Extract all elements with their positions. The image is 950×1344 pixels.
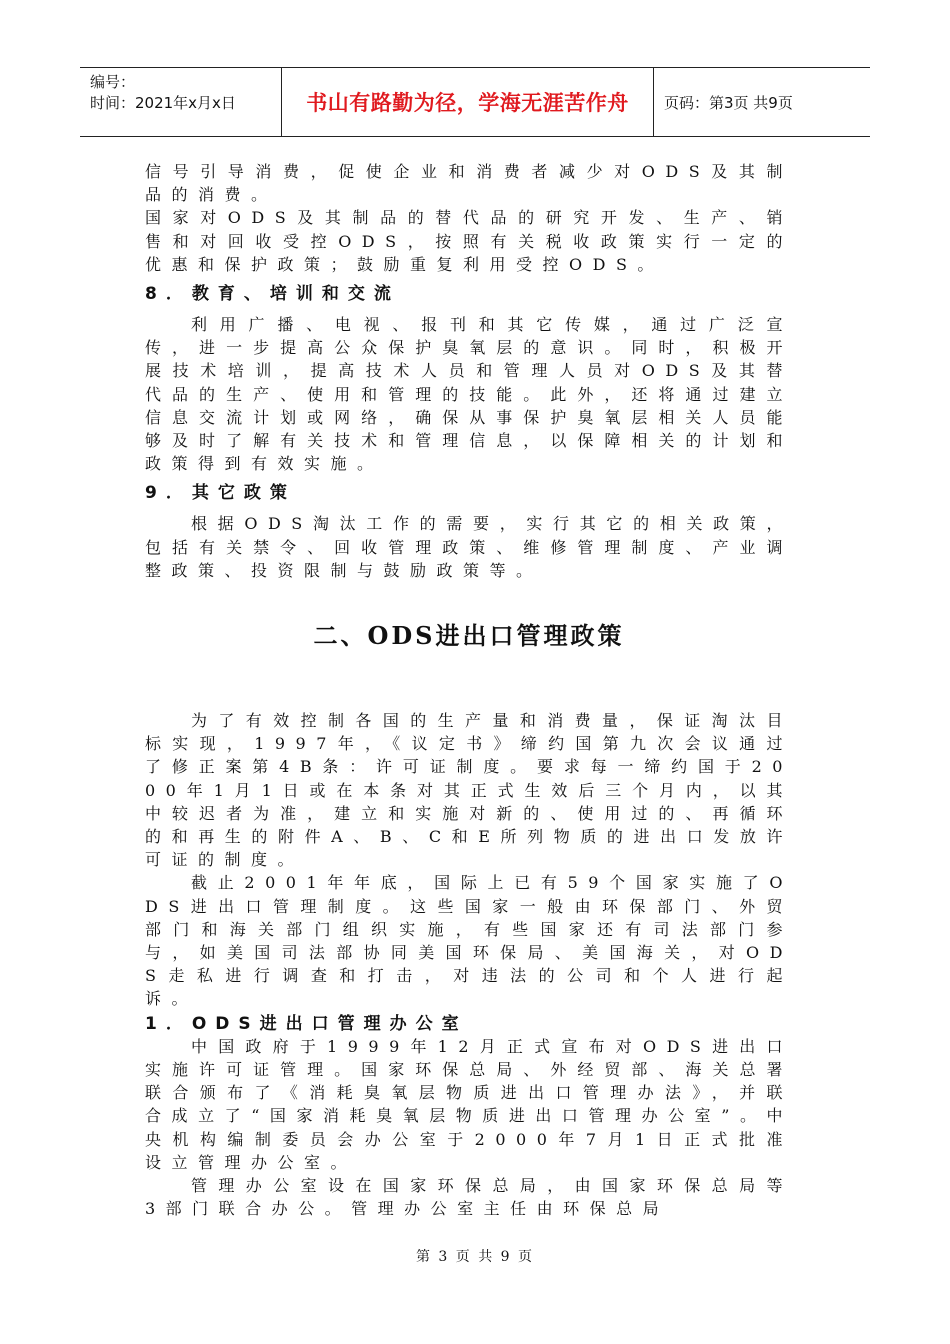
header-page-info: 页码：第3页 共9页: [664, 93, 793, 112]
document-header: [80, 67, 870, 137]
paragraph-substitutes: 国家对ODS及其制品的替代品的研究开发、生产、销售和对回收受控ODS，按照有关税收政策实行一定的优惠和保护政策；鼓励重复利用受控ODS。: [145, 208, 793, 274]
header-meta-cell: [80, 68, 282, 136]
paragraph-license-system: 为了有效控制各国的生产量和消费量，保证淘汰目标实现，1997年，《议定书》缔约国第九次会议通过了修正案第4B条：许可证制度。要求每一缔约国于2000年1月1日或在本条对其正式生效后三个月内，以其中较迟者为准，建立和实施对新的、使用过的、再循环的和再生的附件A、B、C和E所列物质的进出口发放许可证的制度。: [145, 711, 793, 870]
paragraph-china-license: 中国政府于1999年12月正式宣布对ODS进出口实施许可证管理。国家环保总局、外经贸部、海关总署联合颁布了《消耗臭氧层物质进出口管理办法》，并联合成立了“国家消耗臭氧层物质进出口管理办公室”。中央机构编制委员会办公室于2000年7月1日正式批准设立管理办公室。: [145, 1036, 793, 1172]
paragraph-education: 利用广播、电视、报刊和其它传媒，通过广泛宣传，进一步提高公众保护臭氧层的意识。同时，积极开展技术培训，提高技术人员和管理人员对ODS及其替代品的生产、使用和管理的技能。此外，还将通过建立信息交流计划或网络，确保从事保护臭氧层相关人员能够及时了解有关技术和管理信息，以保障相关的计划和政策得到有效实施。: [145, 315, 793, 474]
page-footer: 第 3 页 共 9 页: [415, 1249, 535, 1265]
section-heading-office: 1．ODS进出口管理办公室: [145, 1013, 468, 1034]
paragraph-other-policies: 根据ODS淘汰工作的需要，实行其它的相关政策，包括有关禁令、回收管理政策、维修管理制度、产业调整政策、投资限制与鼓励政策等。: [145, 514, 793, 580]
paragraph-office: 管理办公室设在国家环保总局，由国家环保总局等3部门联合办公。管理办公室主任由环保总局: [145, 1175, 793, 1219]
document-body: [145, 160, 793, 1220]
header-id-label: 编号：: [90, 73, 136, 91]
section-heading-other-policies: 9．其它政策: [145, 483, 296, 504]
paragraph-international: 截止2001年年底，国际上已有59个国家实施了ODS进出口管理制度。这些国家一般由环保部门、外贸部门和海关部门组织实施，有些国家还有司法部门参与，如美国司法部协同美国环保局、美国海关，对ODS走私进行调查和打击，对违法的公司和个人进行起诉。: [145, 873, 793, 1009]
paragraph-consumption: 信号引导消费，促使企业和消费者减少对ODS及其制品的消费。: [145, 162, 793, 205]
header-motto: 书山有路勤为径，学海无涯苦作舟: [282, 68, 654, 136]
chapter-title: 二、ODS进出口管理政策: [313, 621, 625, 651]
header-date-label: 时间：2021年x月x日: [90, 94, 236, 112]
section-heading-education: 8．教育、培训和交流: [145, 284, 400, 305]
